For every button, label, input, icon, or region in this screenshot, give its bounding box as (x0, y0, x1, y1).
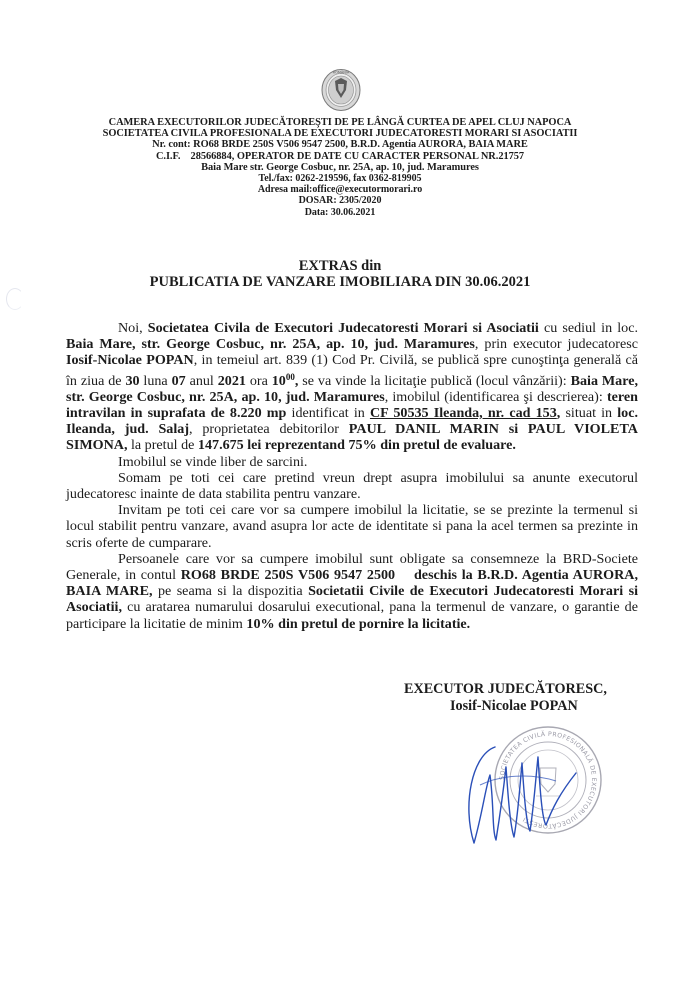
property-location: loc. Ileanda, jud. Salaj (66, 405, 639, 438)
executor-name: Iosif-Nicolae POPAN (66, 352, 194, 369)
paragraph-claims-notice: Somam pe toti cei care pretind vreun drept asupra imobilului sa anunte executorul judecatoresc inainte de data stabilita pentru vanzare. (66, 469, 638, 503)
punctuation: , (294, 372, 299, 389)
punch-hole-mark (6, 288, 24, 310)
text-run: pe seama si la dispozitia (152, 583, 309, 600)
handwritten-signature-icon (460, 745, 580, 845)
signatory-role: EXECUTOR JUDECĂTORESC, (404, 681, 607, 697)
paragraph-no-encumbrances: Imobilul se vinde liber de sarcini. (118, 453, 308, 470)
text-run: cu sediul in loc. (538, 320, 639, 336)
signature-block (404, 681, 644, 715)
header-company-name: SOCIETATEA CIVILA PROFESIONALA DE EXECUTORI JUDECATORESTI MORARI SI ASOCIATII (102, 128, 578, 140)
text-run: , prin executor judecatoresc (474, 336, 638, 353)
text-run: se va vinde la licitaţie publică (locul vânzării): (298, 372, 571, 389)
sale-day: 30 (125, 372, 140, 389)
text-run: identificat in (286, 405, 370, 422)
debtor-names: PAUL DANIL MARIN si PAUL VIOLETA SIMONA, (66, 421, 638, 454)
header-email: Adresa mail:office@executormorari.ro (257, 184, 423, 196)
sale-month: 07 (171, 372, 186, 389)
text-run: luna (139, 372, 172, 389)
text-run: Noi, (118, 320, 148, 336)
text-run: la pretul de (127, 437, 198, 454)
paragraph-deposit-requirement (66, 551, 638, 632)
romania-coat-of-arms-seal-icon (321, 68, 361, 112)
header-case-number: DOSAR: 2305/2020 (298, 195, 382, 207)
sale-year: 2021 (217, 372, 246, 389)
sale-location: Baia Mare, str. George Cosbuc, nr. 25A, ap. 10, jud. Maramures (66, 372, 639, 405)
text-run: Persoanele care vor sa cumpere imobilul sunt obligate sa consemneze la BRD-Societe Generale, in contul (66, 550, 638, 584)
header-chamber-name: CAMERA EXECUTORILOR JUDECĂTOREŞTI DE PE LÂNGĂ CURTEA DE APEL CLUJ NAPOCA (108, 117, 572, 128)
paragraph-invitation: Invitam pe toti cei care vor sa cumpere imobilul la licitatie, se se prezinte la termenul si locul stabilit pentru vanzare, avand asupra lor acte de identitate si pana la acel termen sa prezinte in scris oferte de cumparare. (66, 502, 638, 551)
header-bank-account: Nr. cont: RO68 BRDE 250S V506 9547 2500, B.R.D. Agentia AURORA, BAIA MARE (152, 139, 528, 151)
text-run: , imobilul (identificarea şi descrierea): (384, 388, 607, 405)
paragraph-sale-announcement (66, 320, 638, 454)
svg-text:ROMÂNIA: ROMÂNIA (332, 70, 350, 75)
text-run: , proprietatea debitorilor (189, 421, 349, 438)
header-cif: C.I.F. 28566884, OPERATOR DE DATE CU CARACTER PERSONAL NR.21757 (155, 150, 525, 162)
text-run: anul (185, 372, 218, 389)
header-date: Data: 30.06.2021 (304, 206, 376, 218)
deposit-beneficiary: Societatii Civile de Executori Judecatoresti Morari si Asociatii, (66, 583, 638, 616)
starting-price: 147.675 lei reprezentand 75% din pretul de evaluare. (197, 437, 516, 454)
minimum-guarantee: 10% din pretul de pornire la licitatie. (246, 615, 471, 632)
text-run: situat in (560, 405, 618, 422)
title-line-1: EXTRAS din (298, 258, 382, 274)
text-run (395, 567, 414, 583)
header-phone-fax: Tel./fax: 0262-219596, fax 0362-819905 (258, 173, 422, 185)
signatory-name: Iosif-Nicolae POPAN (450, 698, 578, 714)
executor-company-name: Societatea Civila de Executori Judecatoresti Morari si Asociatii (147, 320, 539, 336)
deposit-account-number: RO68 BRDE 250S V506 9547 2500 (180, 567, 396, 584)
property-description: teren intravilan in suprafata de 8.220 mp (66, 388, 638, 422)
land-registry-reference: CF 50535 Ileanda, nr. cad 153 (369, 405, 557, 422)
text-run: ora (245, 372, 272, 389)
document-body (66, 320, 638, 632)
letterhead (100, 117, 580, 218)
text-run: cu aratarea numarului dosarului executional, pana la termenul de vanzare, o garantie de participare la licitatie de minim (66, 599, 638, 632)
stamp-ring-text: SOCIETATEA CIVILĂ PROFESIONALĂ DE EXECUTORI JUDECĂTOREŞTI (498, 730, 598, 830)
header-address: Baia Mare str. George Cosbuc, nr. 25A, ap. 10, jud. Maramures (201, 161, 479, 173)
deposit-bank: deschis la B.R.D. Agentia AURORA, BAIA MARE, (66, 567, 638, 600)
executor-address: Baia Mare, str. George Cosbuc, nr. 25A, ap. 10, jud. Maramures (66, 336, 475, 353)
title-line-2: PUBLICATIA DE VANZARE IMOBILIARA DIN 30.06.2021 (149, 274, 531, 290)
text-run: , in temeiul art. 839 (1) Cod Pr. Civilă, se publică spre cunoştinţa generală că în ziua de (66, 352, 638, 389)
sale-minutes-superscript: 00 (285, 371, 295, 382)
sale-hour: 10 (271, 372, 286, 389)
document-title (100, 258, 580, 290)
punctuation: , (556, 405, 561, 422)
